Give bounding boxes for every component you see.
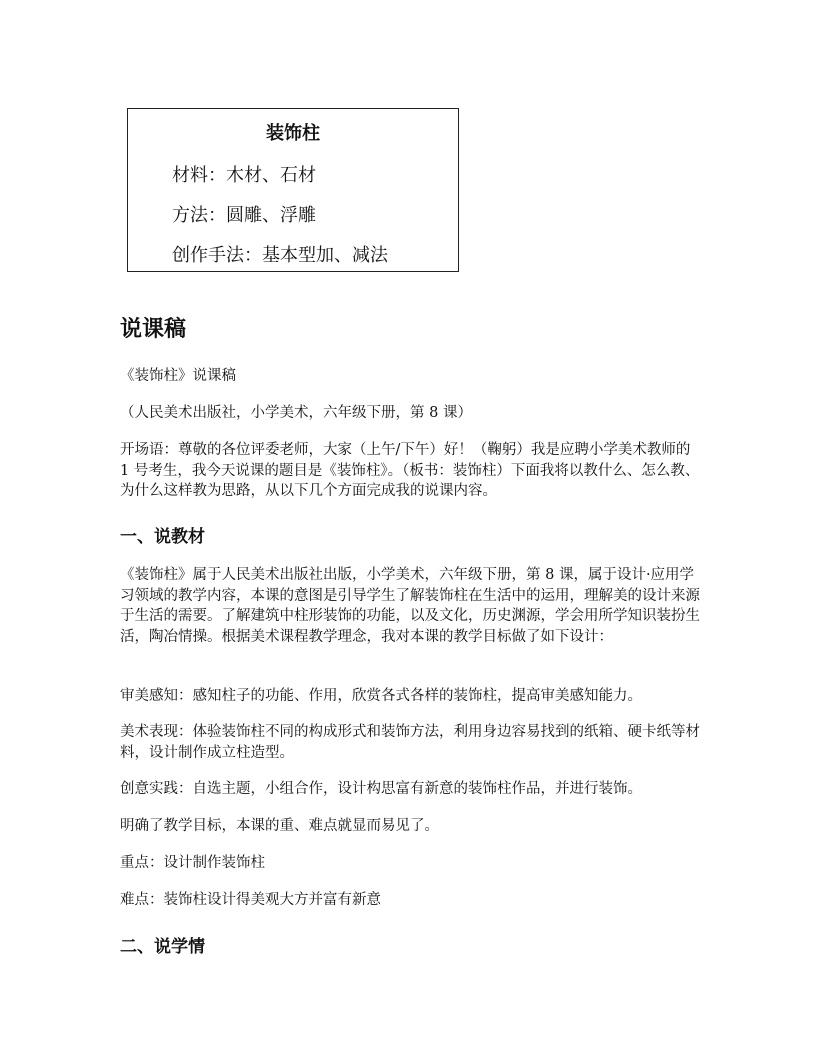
- section-heading-students: 二、说学情: [120, 937, 205, 957]
- goal-expression: 美术表现：体验装饰柱不同的构成形式和装饰方法，利用身边容易找到的纸箱、硬卡纸等材料，设计制作成立柱造型。: [120, 724, 700, 761]
- goal-creativity: 创意实践：自选主题，小组合作，设计构思富有新意的装饰柱作品，并进行装饰。: [120, 781, 642, 797]
- document-title: 说课稿: [120, 317, 187, 342]
- summary-paragraph: 明确了教学目标，本课的重、难点就显而易见了。: [120, 818, 439, 834]
- subtitle: 《装饰柱》说课稿: [120, 368, 236, 384]
- section-heading-textbook: 一、说教材: [120, 527, 205, 547]
- opening-paragraph: 开场语：尊敬的各位评委老师，大家（上午/下午）好！（鞠躬）我是应聘小学美术教师的 1 号考生，我今天说课的题目是《装饰柱》。（板书：装饰柱）下面我将以教什么、怎么教、为什么这样教为思路，从以下几个方面完成我的说课内容。: [120, 442, 700, 499]
- board-line-methods: 方法：圆雕、浮雕: [172, 205, 316, 226]
- blackboard-design-box: [127, 108, 459, 272]
- textbook-intro-paragraph: 《装饰柱》属于人民美术出版社出版，小学美术，六年级下册，第 8 课，属于设计·应用学习领域的教学内容，本课的意图是引导学生了解装饰柱在生活中的运用，理解美的设计来源于生活的需要。了解建筑中柱形装饰的功能，以及文化，历史渊源，学会用所学知识装扮生活，陶冶情操。根据美术课程教学理念，我对本课的教学目标做了如下设计：: [120, 567, 700, 645]
- key-point: 重点：设计制作装饰柱: [120, 855, 265, 871]
- difficulty-point: 难点：装饰柱设计得美观大方并富有新意: [120, 892, 381, 908]
- board-line-techniques: 创作手法：基本型加、减法: [172, 245, 388, 266]
- goal-aesthetic: 审美感知：感知柱子的功能、作用，欣赏各式各样的装饰柱，提高审美感知能力。: [120, 688, 642, 704]
- board-line-materials: 材料：木材、石材: [172, 165, 316, 186]
- board-title: 装饰柱: [266, 123, 320, 144]
- source-note: （人民美术出版社，小学美术，六年级下册，第 8 课）: [120, 405, 472, 421]
